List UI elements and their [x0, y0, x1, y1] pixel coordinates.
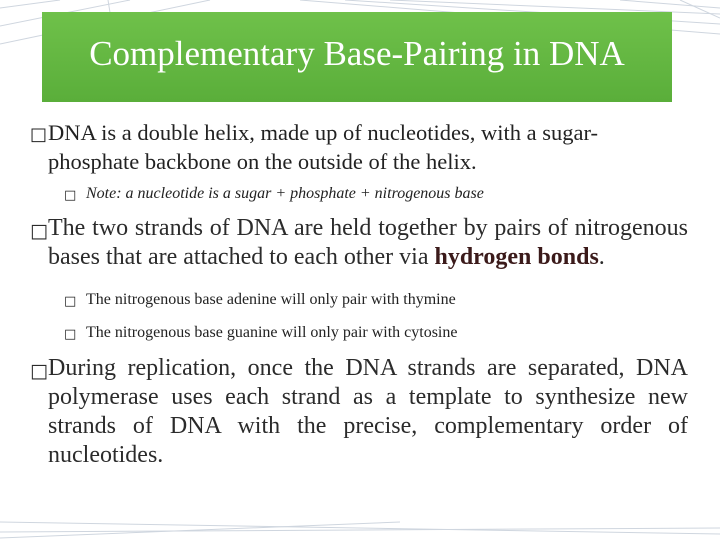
checkbox-bullet-icon: □	[30, 360, 48, 382]
bullet-2-sub-2	[64, 323, 688, 343]
bullet-2	[30, 214, 688, 272]
bullet-3-text: During replication, once the DNA strands are separated, DNA polymerase uses each strand as a template to synthesize new strands of DNA with the precise, complementary order of nucleotides.	[48, 355, 688, 468]
slide-title: Complementary Base-Pairing in DNA	[89, 34, 625, 73]
bullet-1	[30, 118, 688, 176]
bullet-2-sub-1-text: The nitrogenous base adenine will only pair with thymine	[86, 291, 456, 308]
slide-content	[30, 118, 688, 470]
bullet-2-emphasis: hydrogen bonds	[434, 244, 599, 270]
bullet-3	[30, 354, 688, 470]
checkbox-bullet-icon: □	[30, 124, 48, 145]
bullet-1-sub-1	[64, 184, 688, 204]
bullet-1-text: DNA is a double helix, made up of nucleotides, with a sugar-phosphate backbone on the outside of the helix.	[48, 120, 599, 174]
checkbox-bullet-icon: □	[64, 294, 77, 309]
checkbox-bullet-icon: □	[30, 220, 48, 242]
bullet-2-sub-1	[64, 290, 688, 310]
title-banner	[42, 12, 672, 102]
bullet-2-sub-2-text: The nitrogenous base guanine will only pair with cytosine	[86, 324, 458, 341]
checkbox-bullet-icon: □	[64, 188, 77, 203]
bullet-2-text: The two strands of DNA are held together by pairs of nitrogenous bases that are attached to each other via	[48, 215, 688, 270]
checkbox-bullet-icon: □	[64, 327, 77, 342]
bullet-2-text-after: .	[598, 244, 605, 270]
bullet-1-sub-1-text: Note: a nucleotide is a sugar + phosphate + nitrogenous base	[86, 185, 484, 202]
